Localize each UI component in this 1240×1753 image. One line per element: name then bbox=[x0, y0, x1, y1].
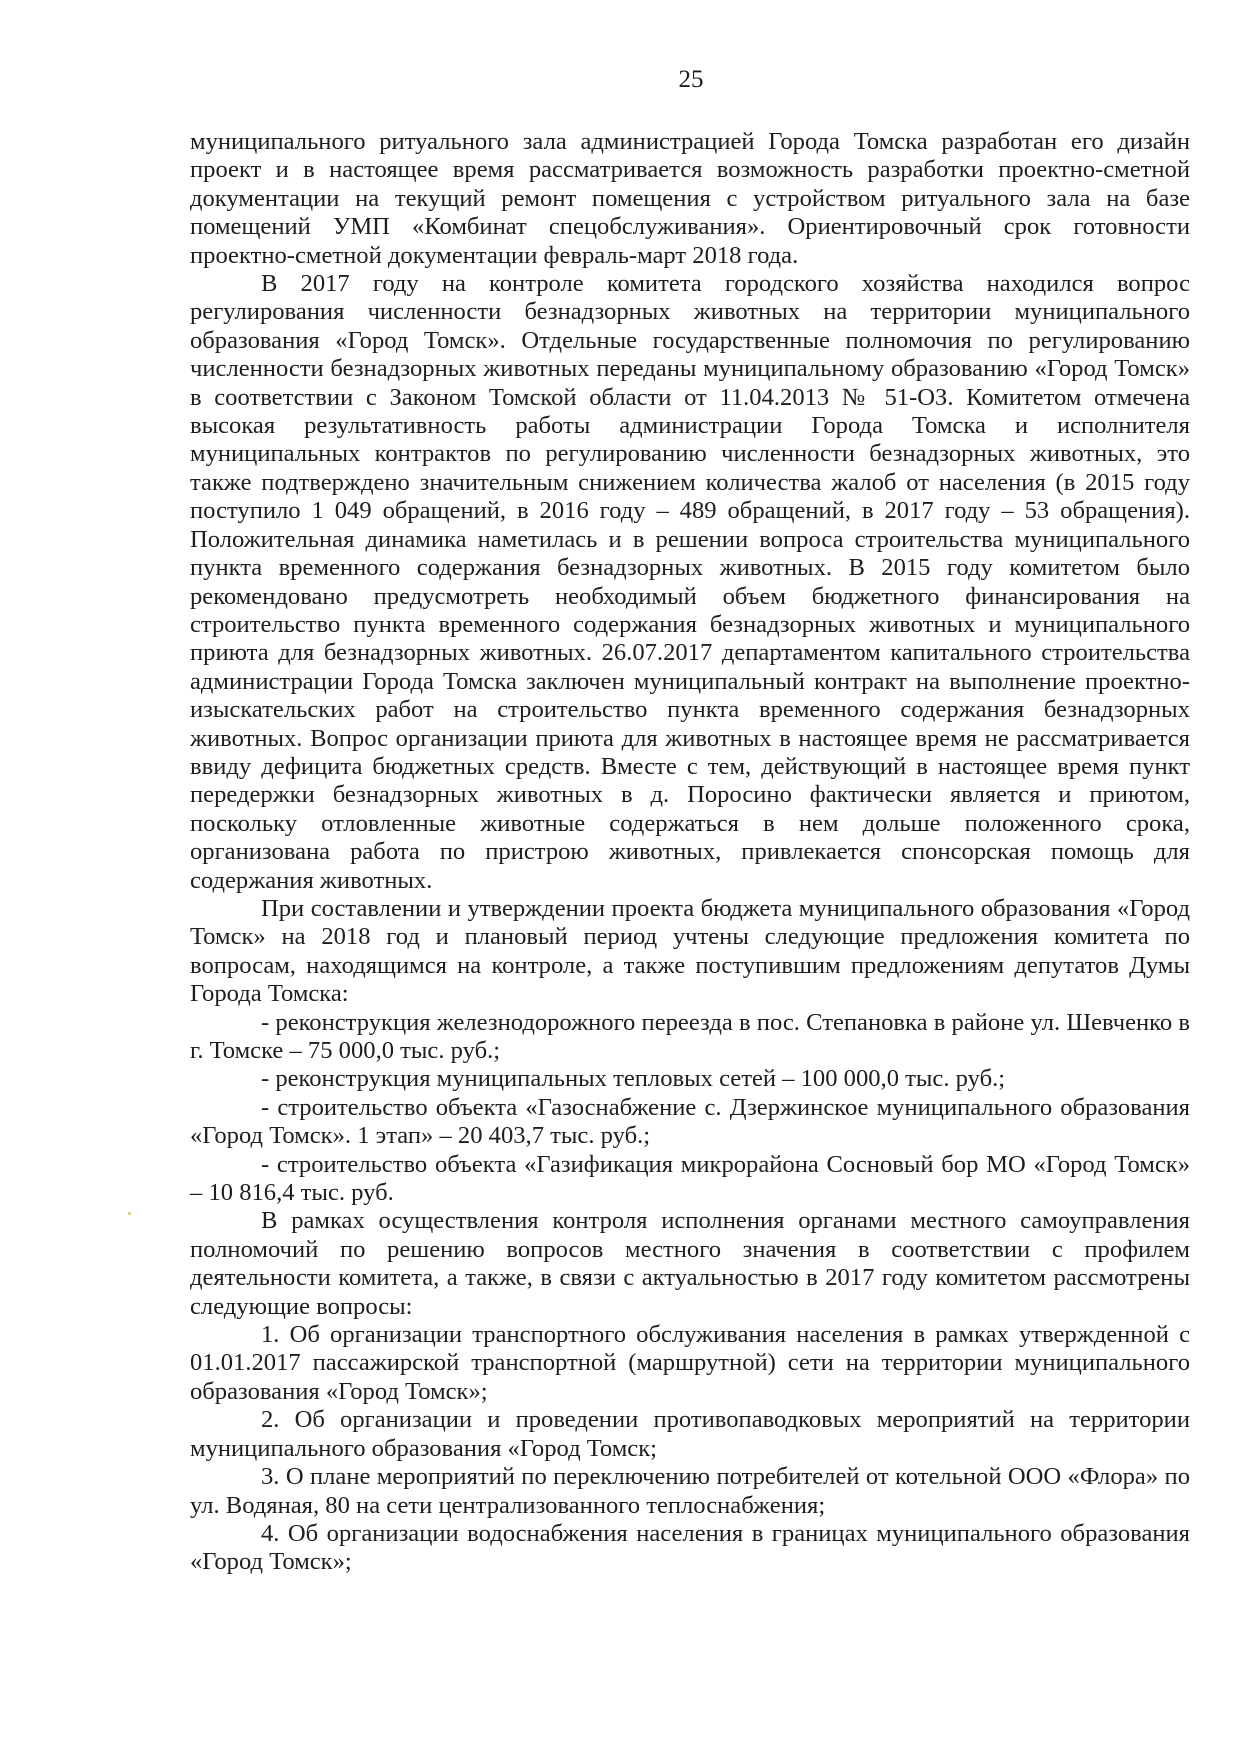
paragraph-ritual-hall: муниципального ритуального зала администрацией Города Томска разработан его дизайн проект и в настоящее время рассматривается возможность разработки проектно-сметной документации на текущий ремонт помещения с устройством ритуального зала на базе помещений УМП «Комбинат спецобслуживания». Ориентировочный срок готовности проектно-сметной документации февраль-март 2018 года. bbox=[190, 128, 1190, 269]
scan-speck bbox=[128, 1212, 131, 1215]
page-number: 25 bbox=[678, 66, 704, 93]
list-item-railway-crossing: - реконструкция железнодорожного переезда в пос. Степановка в районе ул. Шевченко в г. Томске – 75 000,0 тыс. руб.; bbox=[190, 1008, 1190, 1064]
list-item-heating-networks: - реконструкция муниципальных тепловых сетей – 100 000,0 тыс. руб.; bbox=[261, 1065, 1006, 1093]
document-body bbox=[190, 128, 1190, 1577]
paragraph-control-issues: В рамках осуществления контроля исполнения органами местного самоуправления полномочий по решению вопросов местного значения в соответствии с профилем деятельности комитета, а также, в связи с актуальностью в 2017 году комитетом рассмотрены следующие вопросы: bbox=[190, 1207, 1190, 1320]
list-item-flood-measures: 2. Об организации и проведении противопаводковых мероприятий на территории муниципального образования «Город Томск; bbox=[190, 1406, 1190, 1462]
paragraph-stray-animals: В 2017 году на контроле комитета городского хозяйства находился вопрос регулирования численности безнадзорных животных на территории муниципального образования «Город Томск». Отдельные государственные полномочия по регулированию численности безнадзорных животных переданы муниципальному образованию «Город Томск» в соответствии с Законом Томской области от 11.04.2013 № 51-ОЗ. Комитетом отмечена высокая результативность работы администрации Города Томска и исполнителя муниципальных контрактов по регулированию численности безнадзорных животных, это также подтверждено значительным снижением количества жалоб от населения (в 2015 году поступило 1 049 обращений, в 2016 году – 489 обращений, в 2017 году – 53 обращения). Положительная динамика наметилась и в решении вопроса строительства муниципального пункта временного содержания безнадзорных животных. В 2015 году комитетом было рекомендовано предусмотреть необходимый объем бюджетного финансирования на строительство пункта временного содержания безнадзорных животных и муниципального приюта для безнадзорных животных. 26.07.2017 департаментом капитального строительства администрации Города Томска заключен муниципальный контракт на выполнение проектно-изыскательских работ на строительство пункта временного содержания безнадзорных животных. Вопрос организации приюта для животных в настоящее время не рассматривается ввиду дефицита бюджетных средств. Вместе с тем, действующий в настоящее время пункт передержки безнадзорных животных в д. Поросино фактически является и приютом, поскольку отловленные животные содержаться в нем дольше положенного срока, организована работа по пристрою животных, привлекается спонсорская помощь для содержания животных. bbox=[190, 270, 1190, 894]
paragraph-budget-proposals: При составлении и утверждении проекта бюджета муниципального образования «Город Томск» на 2018 год и плановый период учтены следующие предложения комитета по вопросам, находящимся на контроле, а также поступившим предложениям депутатов Думы Города Томска: bbox=[190, 894, 1190, 1008]
list-item-water-supply: 4. Об организации водоснабжения населения в границах муниципального образования «Город Томск»; bbox=[190, 1519, 1190, 1576]
list-item-gasification-sosnovy-bor: - строительство объекта «Газификация микрорайона Сосновый бор МО «Город Томск» – 10 816,4 тыс. руб. bbox=[190, 1150, 1190, 1207]
list-item-transport-service: 1. Об организации транспортного обслуживания населения в рамках утвержденной с 01.01.2017 пассажирской транспортной (маршрутной) сети на территории муниципального образования «Город Томск»; bbox=[190, 1321, 1190, 1405]
list-item-boiler-switch: 3. О плане мероприятий по переключению потребителей от котельной ООО «Флора» по ул. Водяная, 80 на сети централизованного теплоснабжения; bbox=[190, 1463, 1190, 1519]
list-item-gas-supply-dzerzhinskoe: - строительство объекта «Газоснабжение с. Дзержинское муниципального образования «Город Томск». 1 этап» – 20 403,7 тыс. руб.; bbox=[190, 1093, 1190, 1150]
